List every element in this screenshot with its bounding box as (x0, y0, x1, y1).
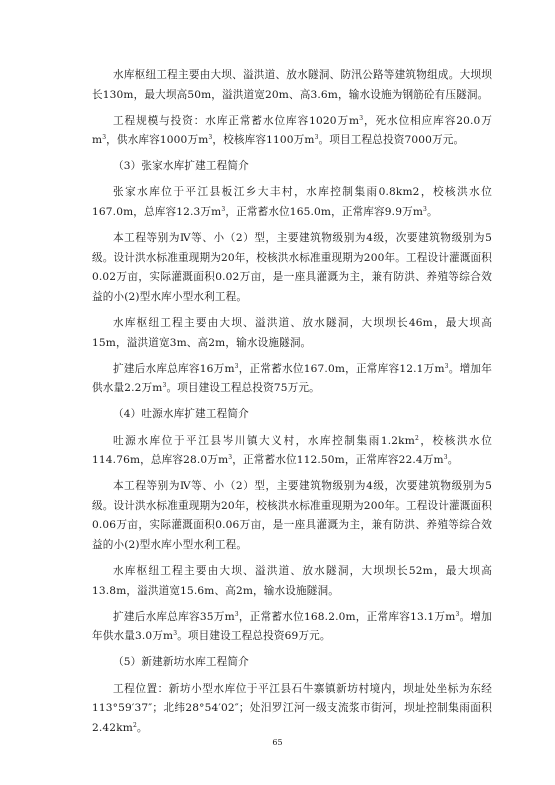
unit-superscript: 3 (173, 630, 178, 638)
body-paragraph: 本工程等别为Ⅳ等、小（2）型，主要建筑物级别为4级，次要建筑物级别为5级。设计洪水标准重现期为20年，校核洪水标准重现期为200年。工程设计灌溉面积0.02万亩，实际灌溉面积0.02万亩，是一座具灌溉为主，兼有防洪、养殖等综合效益的小(2)型水库小型水利工程。 (92, 232, 492, 303)
body-paragraph (92, 183, 492, 222)
text-run: 。 (427, 206, 438, 219)
unit-superscript: 3 (444, 362, 449, 370)
body-paragraph: 水库枢纽工程主要由大坝、溢洪道、放水隧洞，大坝坝长52m，最大坝高13.8m，溢洪道宽15.6m、高2m，输水设施隧洞。 (92, 565, 492, 597)
text-run: 。增加年供水量2.2万m (92, 362, 492, 395)
unit-superscript: 3 (423, 206, 428, 214)
body-paragraph (92, 432, 492, 471)
unit-superscript: 3 (234, 610, 239, 618)
text-run: 。增加年供水量3.0万m (92, 610, 492, 643)
unit-superscript: 3 (221, 206, 226, 214)
text-run: ，正常蓄水位168.2.0m，正常库容13.1万m (238, 610, 456, 623)
body-paragraph (92, 608, 492, 647)
text-run: ，正常蓄水位112.50m，正常库容22.4万m (232, 454, 444, 467)
text-run: ，校核库容1100万m (212, 134, 315, 147)
text-run: 吐源水库位于平江县岑川镇大义村，水库控制集雨1.2km (113, 434, 415, 447)
unit-superscript: 3 (314, 134, 319, 142)
body-paragraph: 水库枢纽工程主要由大坝、溢洪道、放水隧洞，大坝坝长46m，最大坝高15m，溢洪道宽3m、高2m，输水设施隧洞。 (92, 317, 492, 349)
body-paragraph: 水库枢纽工程主要由大坝、溢洪道、放水隧洞、防汛公路等建筑物组成。大坝坝长130m，最大坝高50m，溢洪道宽20m、高3.6m，输水设施为钢筋砼有压隧洞。 (92, 69, 492, 101)
unit-superscript: 3 (443, 454, 448, 462)
text-run: ，正常蓄水位167.0m，正常库容12.1万m (238, 362, 445, 375)
text-run: ，死水位相应库容20.0万m (92, 114, 492, 147)
text-run: ，供水库容1000万m (106, 134, 209, 147)
unit-superscript: 3 (208, 134, 213, 142)
unit-superscript: 2 (414, 434, 419, 442)
body-paragraph (92, 112, 492, 151)
unit-superscript: 3 (359, 114, 364, 122)
unit-superscript: 3 (228, 454, 233, 462)
text-run: 工程位置：新坊小型水库位于平江县石牛寨镇新坊村境内，坝址处坐标为东经113°59′37″；北纬28°54′02″；处汨罗江河一级支流浆市街河，坝址控制集雨面积2.42km (92, 682, 492, 734)
text-run: 。项目建设工程总投资69万元。 (177, 630, 331, 643)
text-run: 扩建后水库总库容35万m (113, 610, 235, 623)
page-number: 65 (272, 738, 283, 747)
unit-superscript: 2 (132, 721, 137, 729)
unit-superscript: 3 (234, 362, 239, 370)
body-paragraph: 本工程等别为Ⅳ等、小（2）型，主要建筑物级别为4级，次要建筑物级别为5级。设计洪水标准重现期为20年，校核洪水标准重现期为200年。工程设计灌溉面积0.06万亩，实际灌溉面积0.06万亩，是一座具灌溉为主，兼有防洪、养殖等综合效益的小(2)型水库小型水利工程。 (92, 480, 492, 551)
text-run: ，正常蓄水位165.0m，正常库容9.9万m (225, 206, 424, 219)
unit-superscript: 3 (102, 134, 107, 142)
body-paragraph (92, 360, 492, 399)
unit-superscript: 3 (162, 382, 167, 390)
text-run: 。 (136, 721, 148, 734)
section-heading: （4）吐源水库扩建工程简介 (113, 408, 249, 421)
body-paragraph (92, 680, 492, 739)
text-run: 扩建后水库总库容16万m (113, 362, 235, 375)
text-run: 。 (447, 454, 459, 467)
text-run: 。项目工程总投资7000万元。 (318, 134, 465, 147)
text-run: 工程规模与投资：水库正常蓄水位库容1020万m (113, 114, 360, 127)
text-run: 。项目建设工程总投资75万元。 (166, 382, 320, 395)
text-run: ，校核洪水位114.76m，总库容28.0万m (92, 434, 492, 467)
document-body (92, 66, 492, 745)
text-run: 张家水库位于平江县板江乡大丰村，水库控制集雨0.8km2，校核洪水位167.0m，总库容12.3万m (92, 186, 492, 219)
section-heading: （5）新建新坊水库工程简介 (113, 656, 249, 669)
unit-superscript: 3 (455, 610, 460, 618)
section-heading: （3）张家水库扩建工程简介 (113, 160, 249, 173)
